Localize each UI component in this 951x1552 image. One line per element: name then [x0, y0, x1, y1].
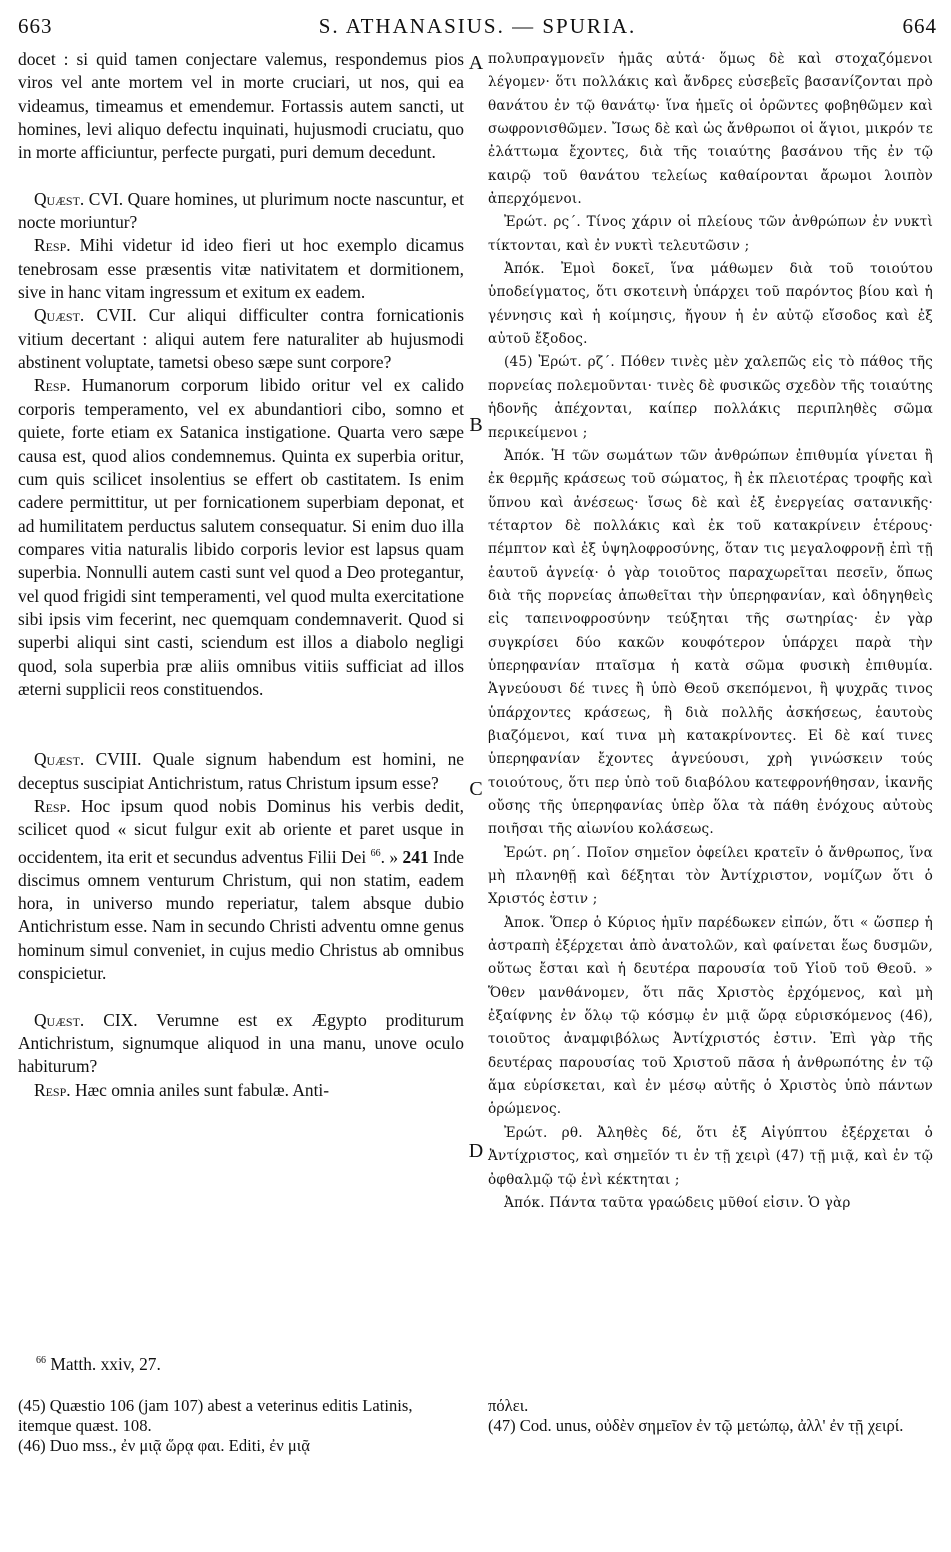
- greek-question-106: Ἐρώτ. ρς΄. Τίνος χάριν οἱ πλείους τῶν ἀνθρώπων ἐν νυκτὶ τίκτονται, καὶ ἐν νυκτὶ τελευτῶσιν ;: [488, 214, 933, 254]
- latin-question-108: Quæst. CVIII. Quale signum habendum est homini, ne deceptus suscipiat Antichristum, ratus Christum ipsum esse?: [18, 749, 464, 793]
- footnote-66: [36, 1354, 161, 1375]
- greek-answer-106: Ἀπόκ. Ἐμοὶ δοκεῖ, ἵνα μάθωμεν διὰ τοῦ τοιούτου ὑποδείγματος, ὅτι σκοτεινὴ ὑπάρχει τοῦ παρόντος βίου καὶ ἡ γέννησις καὶ ἡ κοίμησις, ἤγουν ἡ ἐν αὐτῷ εἴσοδος καὶ ἐξ αὐτοῦ ἔξοδος.: [488, 261, 933, 348]
- latin-paragraph: docet : si quid tamen conjectare valemus, respondemus pios viros vel ante mortem vel in morte cruciari, ut nos, qui ea videamus, timeamus et emendemur. Fortassis autem sancti, ut homines, levi aliquo defectu inquinati, hujusmodi cruciatu, quo in morte afficiuntur, perfecte purgati, puri demum decedunt.: [18, 49, 464, 163]
- latin-column: [18, 48, 464, 1102]
- note-46-continued: πόλει.: [488, 1396, 529, 1415]
- latin-answer-107: Resp. Humanorum corporum libido oritur vel ex calido corporis temperamento, vel ex abundantiori cibo, somno et quiete, forte etiam ex Satanica instigatione. Quarta vero sæpe causa est, quod alios condemnemus. Quinta ex superbia oritur, cum quis scilicet insolentius se effert ob castitatem. Is enim cadere permittitur, ut per fornicationem superbiam deponat, et ad humilitatem perductus salutem consequatur. Si enim duo illa compares vitia naturalis libido corporis levior est lapsus quam superbia. Nonnulli autem casti sunt vel quod a Deo protegantur, vel quod frigidi sint temperamenti, vel quod multa exercitatione sibi ipsis vim fecerint, nec quemquam condemnaverit. Quod si superbi aliqui sint casti, sciendum est illos a diabolo negligi quod, sola superbia præ aliis omnibus vitiis sufficiat ad illos æterni supplicii reos constituendos.: [18, 375, 464, 699]
- latin-answer-108: Resp. Hoc ipsum quod nobis Dominus his verbis dedit, scilicet quod « sicut fulgur exit ab oriente et paret usque in occidentem, ita erit et secundus adventus Filii Dei $^{66}$. » 241 Inde discimus omnem venturum Christum, qui non statim, eadem hora, in universo mundo reperiatur, talem absque dubio Antichristum esse. Nam in secundo Christi adventu omne genus hominum simul conveniet, in cujus medio Christus ab omnibus conspicietur.: [18, 795, 464, 984]
- margin-letter-a: A: [468, 52, 484, 74]
- greek-answer-109: Ἀπόκ. Πάντα ταῦτα γραώδεις μῦθοί εἰσιν. Ὁ γὰρ: [504, 1194, 851, 1211]
- page-number-left: 663: [18, 14, 53, 38]
- latin-answer-109: Resp. Hæc omnia aniles sunt fabulæ. Anti-: [34, 1079, 330, 1100]
- greek-answer-107: Ἀπόκ. Ἡ τῶν σωμάτων τῶν ἀνθρώπων ἐπιθυμία γίνεται ἢ ἐκ θερμῆς κράσεως τοῦ σώματος, ἢ ἐκ πλειοτέρας τροφῆς καὶ ὕπνου καὶ ἀνέσεως· ἴσως δὲ καὶ ἐξ ἐνεργείας σατανικῆς· τέταρτον δὲ πολλάκις καὶ ἐκ τοῦ κατακρίνειν ἑτέρους· πέμπτον καὶ ἐξ ὑψηλοφροσύνης, ὅταν τις μεγαλοφρονῇ ἐπὶ τῇ ἑαυτοῦ ἁγνείᾳ· ὁ γὰρ τοιοῦτος παραχωρεῖται πεσεῖν, ὅπως διὰ τῆς πορνείας ἀπωθεῖται τὴν ὑπερηφανίαν, καὶ ὁδηγηθεὶς εἰς ταπεινοφροσύνην τεύξηται τῆς σωτηρίας· ἐν γὰρ συγκρίσει δύο κακῶν κουφότερον ὑπάρχει παρὰ τὴν ὑπερηφανίαν πταῖσμα ἡ κατὰ σῶμα φυσικὴ ἐπιθυμία. Ἁγνεύουσι δέ τινες ἢ ὑπὸ Θεοῦ σκεπόμενοι, ἢ ψυχρᾶς τινος ὑπάρχοντες κράσεως, ἢ διὰ πολλῆς ἀσκήσεως, ἑαυτοὺς βιαζόμενοι, καί τινα μὴ κατακρίνοντες. Εἰ δὲ καί τινες ὑπερηφανίαν ἔχοντες ἁγνεύουσι, χρὴ γινώσκειν τούς τοιούτους, ὅτι περ ὑπὸ τοῦ διαβόλου κατεφρονήθησαν, ἱκανῆς οὔσης τῆς ὑπερηφανίας ὑπὲρ ὅλα τὰ πάθη ἐνόχους αὐτοὺς ποιῆσαι τῆς αἰωνίου κολάσεως.: [488, 447, 933, 838]
- margin-letter-b: B: [469, 414, 483, 436]
- latin-question-107: Quæst. CVII. Cur aliqui difficulter contra fornicationis vitium decertant : aliqui autem fere naturaliter ab hujusmodi abstinent voluptate, tametsi obeso sæpe sunt corpore?: [18, 305, 464, 373]
- note-45: (45) Quæstio 106 (jam 107) abest a veterinus editis Latinis, itemque quæst. 108.: [18, 1396, 413, 1435]
- greek-question-108: Ἐρώτ. ρη΄. Ποῖον σημεῖον ὀφείλει κρατεῖν ὁ ἄνθρωπος, ἵνα μὴ πλανηθῇ καὶ δέξηται τὸν Ἀντίχριστον, νομίζων ὅτι ὁ Χριστός ἐστιν ;: [488, 844, 933, 908]
- greek-answer-108: Ἀποκ. Ὅπερ ὁ Κύριος ἡμῖν παρέδωκεν εἰπών, ὅτι « ὥσπερ ἡ ἀστραπὴ ἐξέρχεται ἀπὸ ἀνατολῶν, καὶ φαίνεται ἕως δυσμῶν, οὕτως ἔσται καὶ ἡ δευτέρα παρουσία τοῦ Υἱοῦ τοῦ Θεοῦ. » Ὅθεν μανθάνομεν, ὅτι πᾶς Χριστὸς ἐρχόμενος, καὶ μὴ ἐξαίφνης ἐν ὅλῳ τῷ κόσμῳ ἐν μιᾷ ὥρᾳ εὑρισκόμενος (46), τοιοῦτος ἀναμφιβόλως Ἀντίχριστός ἐστιν. Ἐπὶ γὰρ τῆς δευτέρας παρουσίας τοῦ Χριστοῦ πᾶσα ἡ ἀνθρωπότης ἐν τῷ ἅμα εὑρίσκεται, καὶ ἐν μέσῳ αὐτῆς ὁ Χριστὸς ὑπὸ πάντων ὁρώμενος.: [488, 914, 933, 1118]
- running-title: S. ATHANASIUS. — SPURIA.: [318, 14, 637, 38]
- greek-column: [488, 48, 933, 1215]
- page-number-right: 664: [902, 14, 937, 38]
- margin-letter-d: D: [468, 1140, 484, 1162]
- running-header: [18, 14, 937, 44]
- greek-question-107: (45) Ἐρώτ. ρζ΄. Πόθεν τινὲς μὲν χαλεπῶς εἰς τὸ πάθος τῆς πορνείας πολεμοῦνται· τινὲς δὲ φυσικῶς σχεδὸν τῆς τοιαύτης ἡδονῆς ἀπέχονται, καίπερ πολλάκις περιπληθὲς σῶμα περικείμενοι ;: [488, 354, 933, 441]
- footnote-text: Matth. xxiv, 27.: [50, 1354, 161, 1374]
- editorial-notes-left: [18, 1396, 466, 1456]
- footnote-number: 66: [36, 1355, 46, 1367]
- greek-paragraph: πολυπραγμονεῖν ἡμᾶς αὐτά· ὅμως δὲ καὶ στοχαζόμενοι λέγομεν· ὅτι πολλάκις καὶ ἄνδρες εὐσεβεῖς βασανίζονται πρὸ θανάτου ἐν τῷ θανάτῳ· ἵνα ἡμεῖς οἱ ὁρῶντες φοβηθῶμεν καὶ σωφρονισθῶμεν. Ἴσως δὲ καὶ ὡς ἄνθρωποι οἱ ἅγιοι, μικρόν τε ἐλάττωμα ἔχοντες, διὰ τῆς τοιαύτης βασάνου τῆς ἐν τῷ καιρῷ τοῦ θανάτου τελείως καθαίρονται ἄρωμοι λοιπὸν ἀπερχόμενοι.: [488, 51, 933, 208]
- note-46: (46) Duo mss., ἐν μιᾷ ὥρᾳ φαι. Editi, ἐν μιᾷ: [18, 1436, 310, 1455]
- latin-question-109: Quæst. CIX. Verumne est ex Ægypto proditurum Antichristum, signumque aliquod in una manu, unove oculo habiturum?: [18, 1009, 464, 1077]
- margin-letter-c: C: [469, 778, 483, 800]
- greek-question-109: Ἐρώτ. ρθ. Ἀληθὲς δέ, ὅτι ἐξ Αἰγύπτου ἐξέρχεται ὁ Ἀντίχριστος, καὶ σημεῖόν τι ἐν τῇ χειρὶ (47) τῇ μιᾷ, καὶ ἐν τῷ ὀφθαλμῷ τῷ ἑνὶ κέκτηται ;: [488, 1124, 933, 1188]
- editorial-notes-right: [488, 1396, 933, 1436]
- column-number-marker: 241: [402, 846, 429, 867]
- note-47: (47) Cod. unus, οὐδὲν σημεῖον ἐν τῷ μετώπῳ, ἀλλ' ἐν τῇ χειρί.: [488, 1416, 904, 1435]
- latin-answer-106: Resp. Mihi videtur id ideo fieri ut hoc exemplo dicamus tenebrosam esse præsentis vitæ nativitatem et dormitionem, sive in hanc vitam ingressum et exitum ex eadem.: [18, 235, 464, 303]
- latin-question-106: Quæst. CVI. Quare homines, ut plurimum nocte nascuntur, et nocte moriuntur?: [18, 188, 464, 233]
- footnote-ref-66: 66: [370, 847, 381, 859]
